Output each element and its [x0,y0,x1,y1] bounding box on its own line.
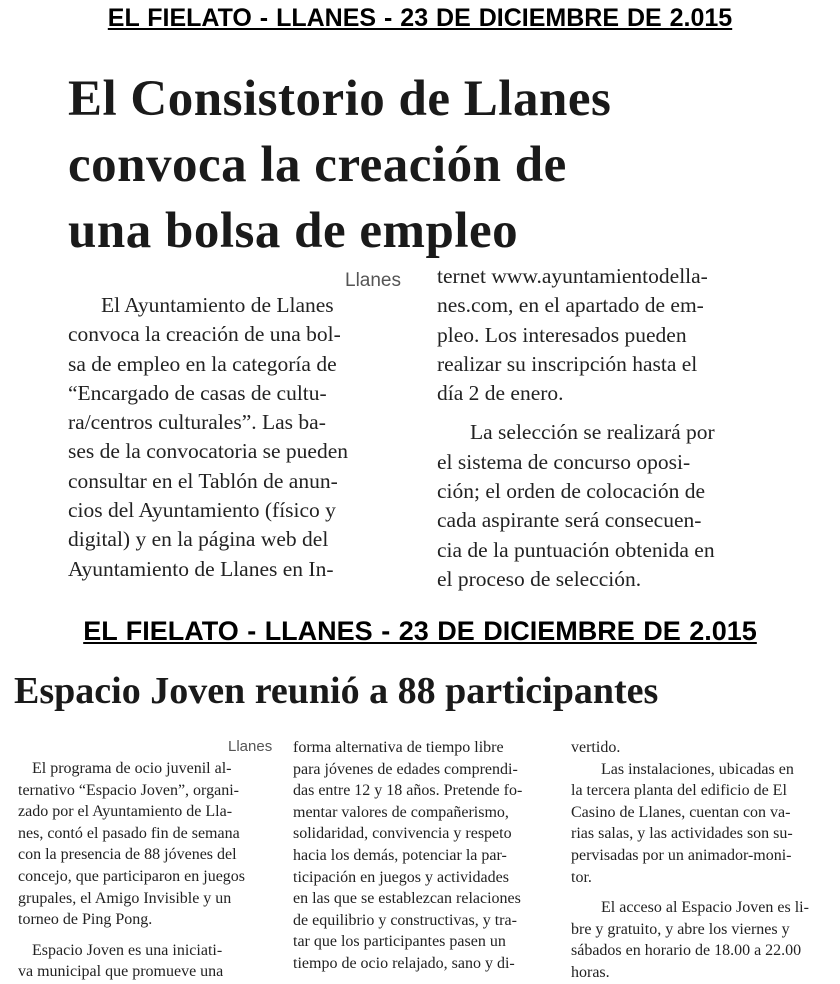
article-2-column-1 [18,758,278,983]
text-line: vertido. [571,739,621,756]
headline-line: convoca la creación de [68,137,567,193]
article-1-banner: EL FIELATO - LLANES - 23 DE DICIEMBRE DE 2.015 [107,4,733,32]
headline-line: una bolsa de empleo [68,203,519,259]
text-line: nes, contó el pasado fin de semana [18,824,240,842]
text-line: bre y gratuito, y abre los viernes y [571,920,790,938]
text-line: realizar su inscripción hasta el [437,351,698,376]
text-line: hacia los demás, potenciar la par- [293,846,507,864]
article-2-banner: EL FIELATO - LLANES - 23 DE DICIEMBRE DE 2.015 [83,616,757,646]
text-line: digital) y en la página web del [68,527,329,552]
text-line: “Encargado de casas de cultu- [68,380,327,405]
text-line: tiempo de ocio relajado, sano y di- [293,954,515,972]
text-line: pleo. Los interesados pueden [437,322,687,347]
text-line: convoca la creación de una bol- [68,322,341,347]
text-line: tor. [571,868,592,886]
article-1-column-2 [437,262,782,594]
text-line: Ayuntamiento de Llanes en In- [68,556,334,581]
text-line: Espacio Joven es una iniciati- [32,941,223,959]
article-1-column-1 [68,291,413,584]
text-line: grupales, el Amigo Invisible y un [18,889,232,907]
text-line: concejo, que participaron en juegos [18,867,246,885]
article-2-location: Llanes [228,738,273,755]
text-line: torneo de Ping Pong. [18,911,153,929]
text-line: La selección se realizará por [470,420,715,445]
text-line: sa de empleo en la categoría de [68,351,337,376]
text-line: el proceso de selección. [437,566,642,591]
text-line: solidaridad, convivencia y respeto [293,825,512,843]
article-1-headline [68,66,611,264]
text-line: El programa de ocio juvenil al- [32,760,232,777]
text-line: mentar valores de compañerismo, [293,803,509,821]
text-line: cios del Ayuntamiento (físico y [68,498,336,523]
text-line: zado por el Ayuntamiento de Lla- [18,803,233,821]
text-line: Las instalaciones, ubicadas en [601,760,794,778]
article-1-location: Llanes [345,270,401,291]
text-line: horas. [571,963,610,981]
text-line: día 2 de enero. [437,381,564,406]
text-line: cia de la puntuación obtenida en [437,537,715,562]
text-line: tar que los participantes pasen un [293,933,506,951]
text-line: consultar en el Tablón de anun- [68,468,338,493]
text-line: con la presencia de 88 jóvenes del [18,846,237,864]
text-line: pervisadas por un animador-moni- [571,846,792,864]
text-line: de equilibrio y constructivas, y tra- [293,911,517,929]
text-line: va municipal que promueve una [18,963,224,981]
text-line: ción; el orden de colocación de [437,479,706,504]
article-2-column-2 [293,737,558,975]
text-line: la tercera planta del edificio de El [571,782,787,800]
text-line: para jóvenes de edades comprendi- [293,760,518,778]
text-line: rias salas, y las actividades son su- [571,825,793,843]
text-line: das entre 12 y 18 años. Pretende fo- [293,782,523,800]
text-line: ticipación en juegos y actividades [293,868,509,886]
text-line: El acceso al Espacio Joven es li- [601,899,809,917]
article-2-headline: Espacio Joven reunió a 88 participantes [14,670,659,712]
text-line: El Ayuntamiento de Llanes [101,293,334,317]
text-line: ses de la convocatoria se pueden [68,439,348,464]
text-line: cada aspirante será consecuen- [437,508,702,533]
text-line: forma alternativa de tiempo libre [293,739,504,756]
headline-line: El Consistorio de Llanes [68,71,612,127]
text-line: ternativo “Espacio Joven”, organi- [18,781,239,799]
text-line: sábados en horario de 18.00 a 22.00 [571,942,802,960]
text-line: en las que se establezcan relaciones [293,890,521,908]
text-line: Casino de Llanes, cuentan con va- [571,803,791,821]
text-line: el sistema de concurso oposi- [437,449,691,474]
text-line: ternet www.ayuntamientodella- [437,264,708,288]
article-2-column-3 [571,737,836,984]
text-line: ra/centros culturales”. Las ba- [68,410,326,435]
text-line: nes.com, en el apartado de em- [437,293,704,318]
